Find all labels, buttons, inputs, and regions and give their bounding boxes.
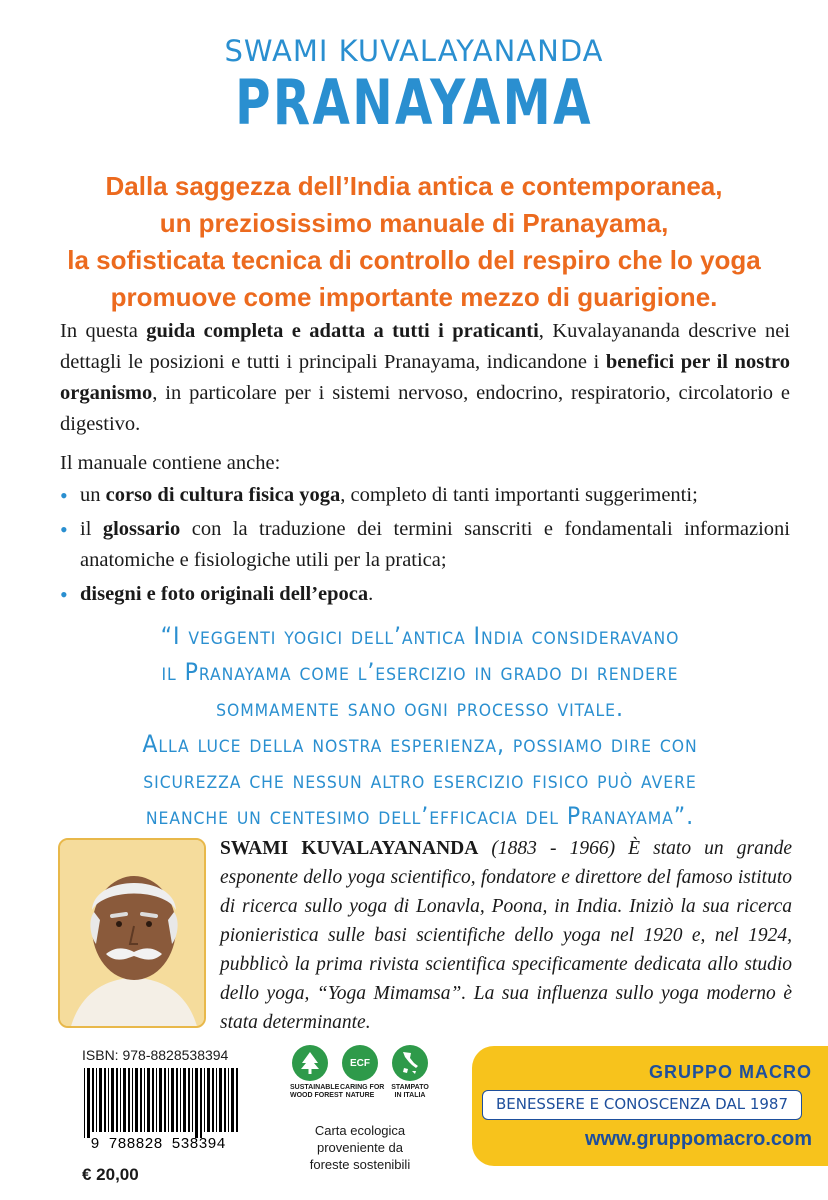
barcode-digits: 9 788828 538394 xyxy=(90,1136,226,1150)
barcode-bar xyxy=(156,1068,157,1132)
barcode-bar xyxy=(111,1068,114,1132)
author-name-header: SWAMI KUVALAYANANDA xyxy=(224,34,604,68)
barcode-bar xyxy=(120,1068,121,1132)
barcode-bar xyxy=(212,1068,214,1132)
eco-caption: CARING FOR NATURE xyxy=(340,1084,385,1099)
quote-line: il Pranayama come l’esercizio in grado di rendere xyxy=(161,658,679,686)
barcode-bar xyxy=(188,1068,190,1132)
barcode-bar xyxy=(144,1068,145,1132)
barcode-bar xyxy=(228,1068,229,1132)
barcode-bar xyxy=(135,1068,138,1132)
barcode-bar xyxy=(195,1068,198,1138)
eco-item xyxy=(290,1045,343,1100)
book-title: PRANAYAMA xyxy=(235,66,593,139)
lead-paragraph xyxy=(20,168,808,316)
list-item: • il glossario con la traduzione dei termini sanscriti e fondamentali informazioni anatomiche e fisiologiche utili per la pratica; xyxy=(60,514,790,576)
list-item: • un corso di cultura fisica yoga, completo di tanti importanti suggerimenti; xyxy=(60,480,790,511)
eco-certifications xyxy=(290,1045,430,1173)
barcode-bar xyxy=(200,1068,202,1138)
barcode-bar xyxy=(176,1068,178,1132)
bullet-icon: • xyxy=(60,483,68,508)
barcode-bar xyxy=(140,1068,142,1132)
quote-line: neanche un centesimo dell’efficacia del Pranayama”. xyxy=(145,802,695,830)
barcode-bar xyxy=(123,1068,126,1132)
list-item: • disegni e foto originali dell’epoca. xyxy=(60,579,790,610)
contents-list xyxy=(60,480,790,613)
price: € 20,00 xyxy=(82,1165,139,1184)
italy-icon xyxy=(392,1045,428,1081)
quote-line: Alla luce della nostra esperienza, possiamo dire con xyxy=(142,730,698,758)
isbn-label: ISBN: 978-8828538394 xyxy=(82,1047,229,1063)
intro-paragraph: In questa guida completa e adatta a tutti i praticanti, Kuvalayananda descrive nei dettagli le posizioni e tutti i principali Pranayama, indicandone i benefici per il nostro organismo, in particolare per i sistemi nervoso, endocrino, respiratorio, circolatorio e digestivo. xyxy=(60,320,790,435)
publisher-name: GRUPPO MACRO xyxy=(648,1062,812,1082)
publisher-website[interactable]: www.gruppomacro.com xyxy=(584,1128,812,1150)
publisher-tagline: BENESSERE E CONOSCENZA DAL 1987 xyxy=(482,1090,802,1120)
barcode-icon xyxy=(74,1068,242,1150)
barcode-bar xyxy=(96,1068,97,1132)
barcode-bar xyxy=(92,1068,94,1132)
barcode-bar xyxy=(104,1068,106,1132)
barcode-bar xyxy=(204,1068,205,1132)
barcode-bar xyxy=(192,1068,193,1132)
eco-note: Carta ecologica proveniente da foreste sostenibili xyxy=(309,1123,411,1172)
barcode-bar xyxy=(164,1068,166,1132)
lead-line: Dalla saggezza dell’India antica e contemporanea, xyxy=(105,171,723,201)
barcode-bar xyxy=(99,1068,102,1132)
author-portrait xyxy=(58,838,206,1028)
barcode-bar xyxy=(180,1068,181,1132)
barcode-bar xyxy=(236,1068,238,1132)
lead-line: la sofisticata tecnica di controllo del respiro che lo yoga xyxy=(67,245,761,275)
barcode-bar xyxy=(108,1068,109,1132)
eco-item xyxy=(340,1045,385,1100)
barcode-bar xyxy=(219,1068,222,1132)
quote-block xyxy=(70,618,770,834)
barcode-bar xyxy=(224,1068,226,1132)
barcode-bar xyxy=(159,1068,162,1132)
barcode-bar xyxy=(128,1068,130,1132)
contains-label: Il manuale contiene anche: xyxy=(60,452,281,474)
barcode-bar xyxy=(132,1068,133,1132)
barcode-bar xyxy=(216,1068,217,1132)
barcode-bar xyxy=(171,1068,174,1132)
quote-line: “I veggenti yogici dell’antica India consideravano xyxy=(160,622,680,650)
portrait-image xyxy=(60,840,206,1028)
barcode-bar xyxy=(207,1068,210,1132)
lead-line: promuove come importante mezzo di guarigione. xyxy=(110,282,718,312)
barcode-bar xyxy=(147,1068,150,1132)
barcode-bar xyxy=(231,1068,234,1132)
barcode-bar xyxy=(116,1068,118,1132)
barcode-bar xyxy=(87,1068,90,1138)
barcode-bar xyxy=(152,1068,154,1132)
lead-line: un preziosissimo manuale di Pranayama, xyxy=(159,208,669,238)
ecf-icon: ECF xyxy=(342,1045,378,1081)
quote-line: sicurezza che nessun altro esercizio fisico può avere xyxy=(143,766,697,794)
barcode-bar xyxy=(183,1068,186,1132)
barcode-bar xyxy=(84,1068,85,1138)
eco-item xyxy=(390,1045,430,1100)
quote-line: sommamente sano ogni processo vitale. xyxy=(216,694,624,722)
eco-caption: STAMPATO IN ITALIA xyxy=(391,1084,429,1099)
publisher-banner xyxy=(472,1046,828,1166)
tree-icon xyxy=(292,1045,328,1081)
bullet-icon: • xyxy=(60,582,68,607)
barcode xyxy=(74,1068,242,1150)
barcode-bar xyxy=(168,1068,169,1132)
bullet-icon: • xyxy=(60,517,68,542)
eco-caption: SUSTAINABLE WOOD FOREST xyxy=(290,1084,343,1099)
author-bio: SWAMI KUVALAYANANDA (1883 - 1966) È stato un grande esponente dello yoga scientifico, fondatore e direttore del famoso istituto di ricerca sullo yoga di Lonavla, Poona, in India. Iniziò la sua ricerca pionieristica sulle basi scientifiche dello yoga nel 1920 e, nel 1924, pubblicò la prima rivista scientifica specificamente dedicata allo studio dello yoga, “Yoga Mimamsa”. La sua influenza sullo yoga moderno è stata determinante. xyxy=(220,838,793,1033)
